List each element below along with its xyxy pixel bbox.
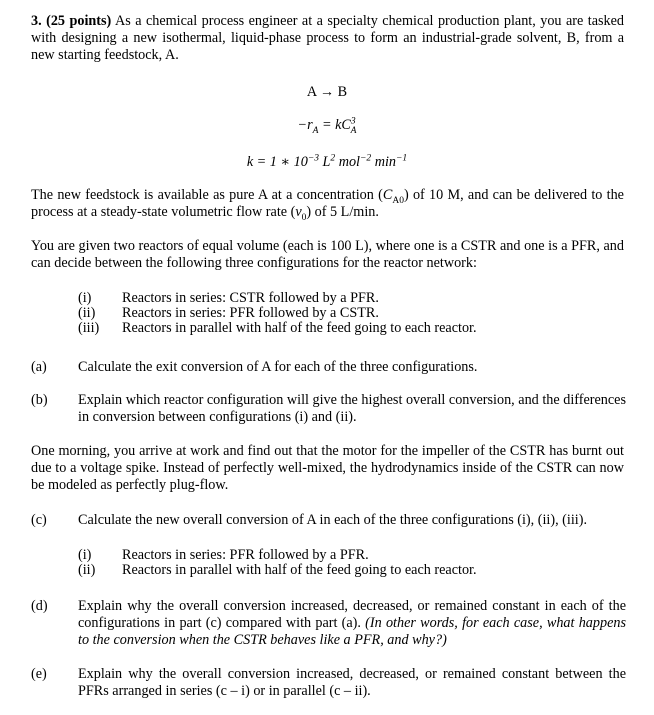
part-b-text: Explain which reactor configuration will give the highest overall conversion, and the differences in conversion between configurations (i) and (ii). [78,392,626,425]
reactors-paragraph: You are given two reactors of equal volume (each is 100 L), where one is a CSTR and one is a PFR, and can decide between the following three configurations for the reactor network: [31,238,624,271]
part-e-text: Explain why the overall conversion increased, decreased, or remained constant between the PFRs arranged in series (c – i) or in parallel (c – ii). [78,666,626,699]
part-b-label: (b) [31,392,48,408]
morning-paragraph: One morning, you arrive at work and find out that the motor for the impeller of the CSTR has burnt out due to a voltage spike. Instead of perfectly well-mixed, the hydrodynamics inside of the CSTR can now be modeled as perfectly plug-flow. [31,443,624,493]
list-item: (iii) Reactors in parallel with half of the feed going to each reactor. [78,320,477,336]
part-c-text: Calculate the new overall conversion of A in each of the three configurations (i), (ii), (iii). [78,512,587,528]
list-item: (ii) Reactors in series: PFR followed by a CSTR. [78,305,379,321]
list-item: (i) Reactors in series: PFR followed by a PFR. [78,547,369,563]
list-item: (ii) Reactors in parallel with half of the feed going to each reactor. [78,562,477,578]
part-a-text: Calculate the exit conversion of A for each of the three configurations. [78,359,478,375]
reaction-equation: A → B [306,84,348,100]
feed-paragraph: The new feedstock is available as pure A at a concentration $(C_{A0})$ of 10 M, and can be delivered to the process at a steady-state volumetric flow rate $(v_0)$ of 5 L/min. [31,187,624,223]
part-a-label: (a) [31,359,47,375]
part-d-text: Explain why the overall conversion increased, decreased, or remained constant in each of the configurations in part (c) compared with part (a). (In other words, for each case, what happens to the conversion when the CSTR behaves like a PFR, and why?) [78,598,626,648]
part-c-label: (c) [31,512,47,528]
config-list-c [78,547,598,577]
config-list [78,290,598,335]
problem-intro [31,13,624,64]
problem-points: (25 points) [46,13,112,29]
problem-intro-text: As a chemical process engineer at a specialty chemical production plant, you are tasked with designing a new isothermal, liquid-phase process to form an industrial-grade solvent, B, from a new starting feedstock, A. [31,13,625,63]
problem-number: 3. [31,13,42,29]
rate-constant-equation: k = 1 ∗ $10^{-3}$ $L^2$ mol$^{-2}$ $\min^{-1}$ [246,153,408,170]
rate-law-equation: $-r_A = kC^3_A$ [297,116,357,136]
part-d-label: (d) [31,598,48,614]
list-item: (i) Reactors in series: CSTR followed by a PFR. [78,290,379,306]
part-e-label: (e) [31,666,47,682]
